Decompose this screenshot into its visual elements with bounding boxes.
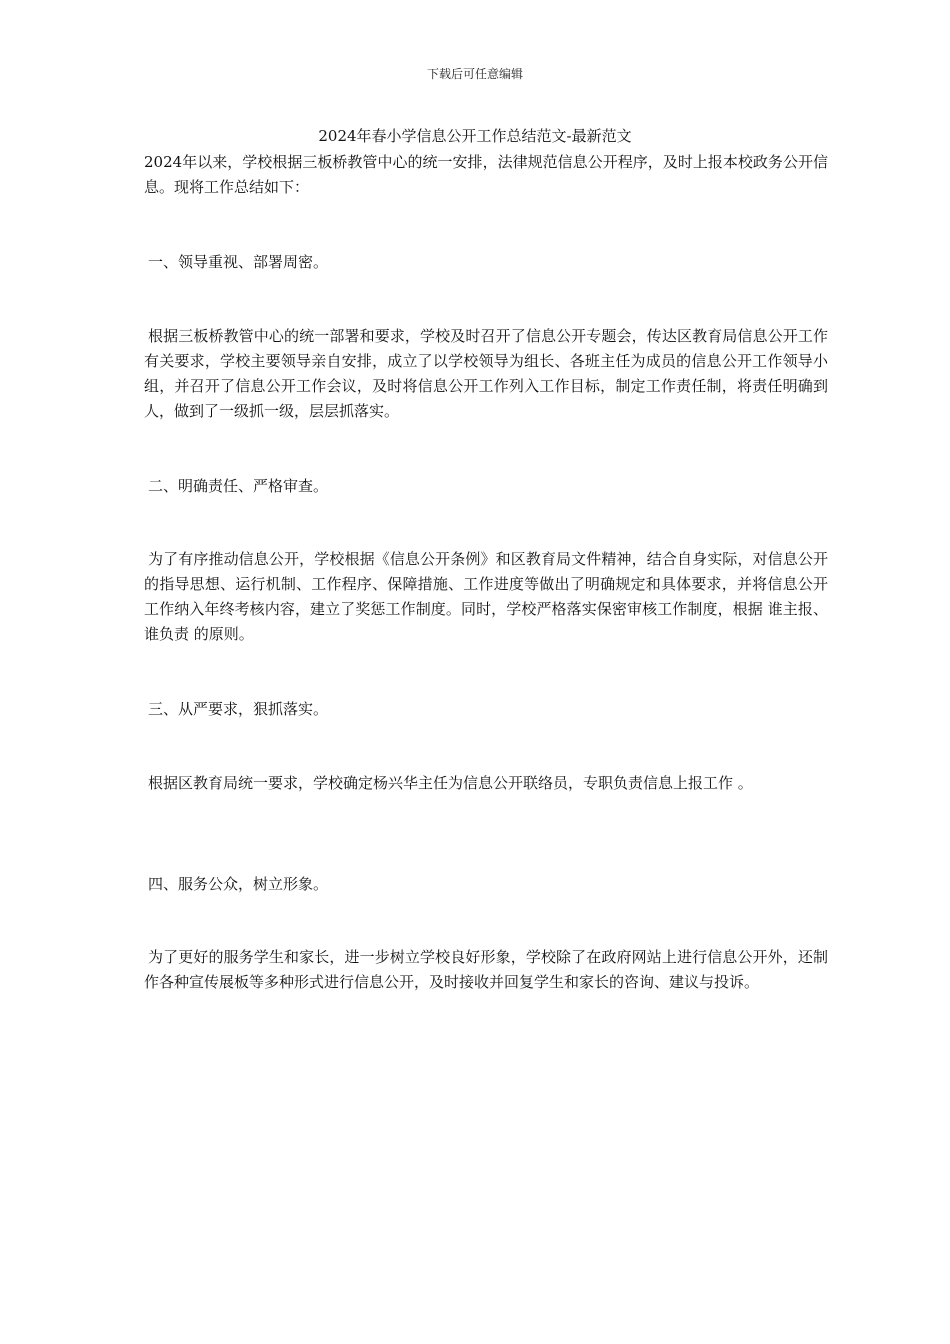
section-3-heading: 三、从严要求，狠抓落实。 [148,700,329,718]
section-1-body: 根据三板桥教管中心的统一部署和要求，学校及时召开了信息公开专题会，传达区教育局信息公开工作有关要求，学校主要领导亲自安排，成立了以学校领导为组长、各班主任为成员的信息公开工作领导小组，并召开了信息公开工作会议，及时将信息公开工作列入工作目标，制定工作责任制，将责任明确到人，做到了一级抓一级，层层抓落实。 [144,327,828,420]
document-title: 2024年春小学信息公开工作总结范文-最新范文 [318,127,632,145]
section-2-body: 为了有序推动信息公开，学校根据《信息公开条例》和区教育局文件精神，结合自身实际，对信息公开的指导思想、运行机制、工作程序、保障措施、工作进度等做出了明确规定和具体要求，并将信息公开工作纳入年终考核内容，建立了奖惩工作制度。同时，学校严格落实保密审核工作制度，根据 谁主报、谁负责 的原则。 [144,550,828,643]
intro-paragraph: 2024年以来，学校根据三板桥教管中心的统一安排，法律规范信息公开程序，及时上报本校政务公开信息。现将工作总结如下： [144,153,828,196]
header-note: 下载后可任意编辑 [426,67,523,81]
section-4-body: 为了更好的服务学生和家长，进一步树立学校良好形象，学校除了在政府网站上进行信息公开外，还制作各种宣传展板等多种形式进行信息公开，及时接收并回复学生和家长的咨询、建议与投诉。 [144,948,828,991]
section-1-heading: 一、领导重视、部署周密。 [148,253,329,271]
section-3-body: 根据区教育局统一要求，学校确定杨兴华主任为信息公开联络员，专职负责信息上报工作 。 [148,774,753,792]
section-4-heading: 四、服务公众，树立形象。 [148,875,329,893]
section-2-heading: 二、明确责任、严格审查。 [148,477,329,495]
